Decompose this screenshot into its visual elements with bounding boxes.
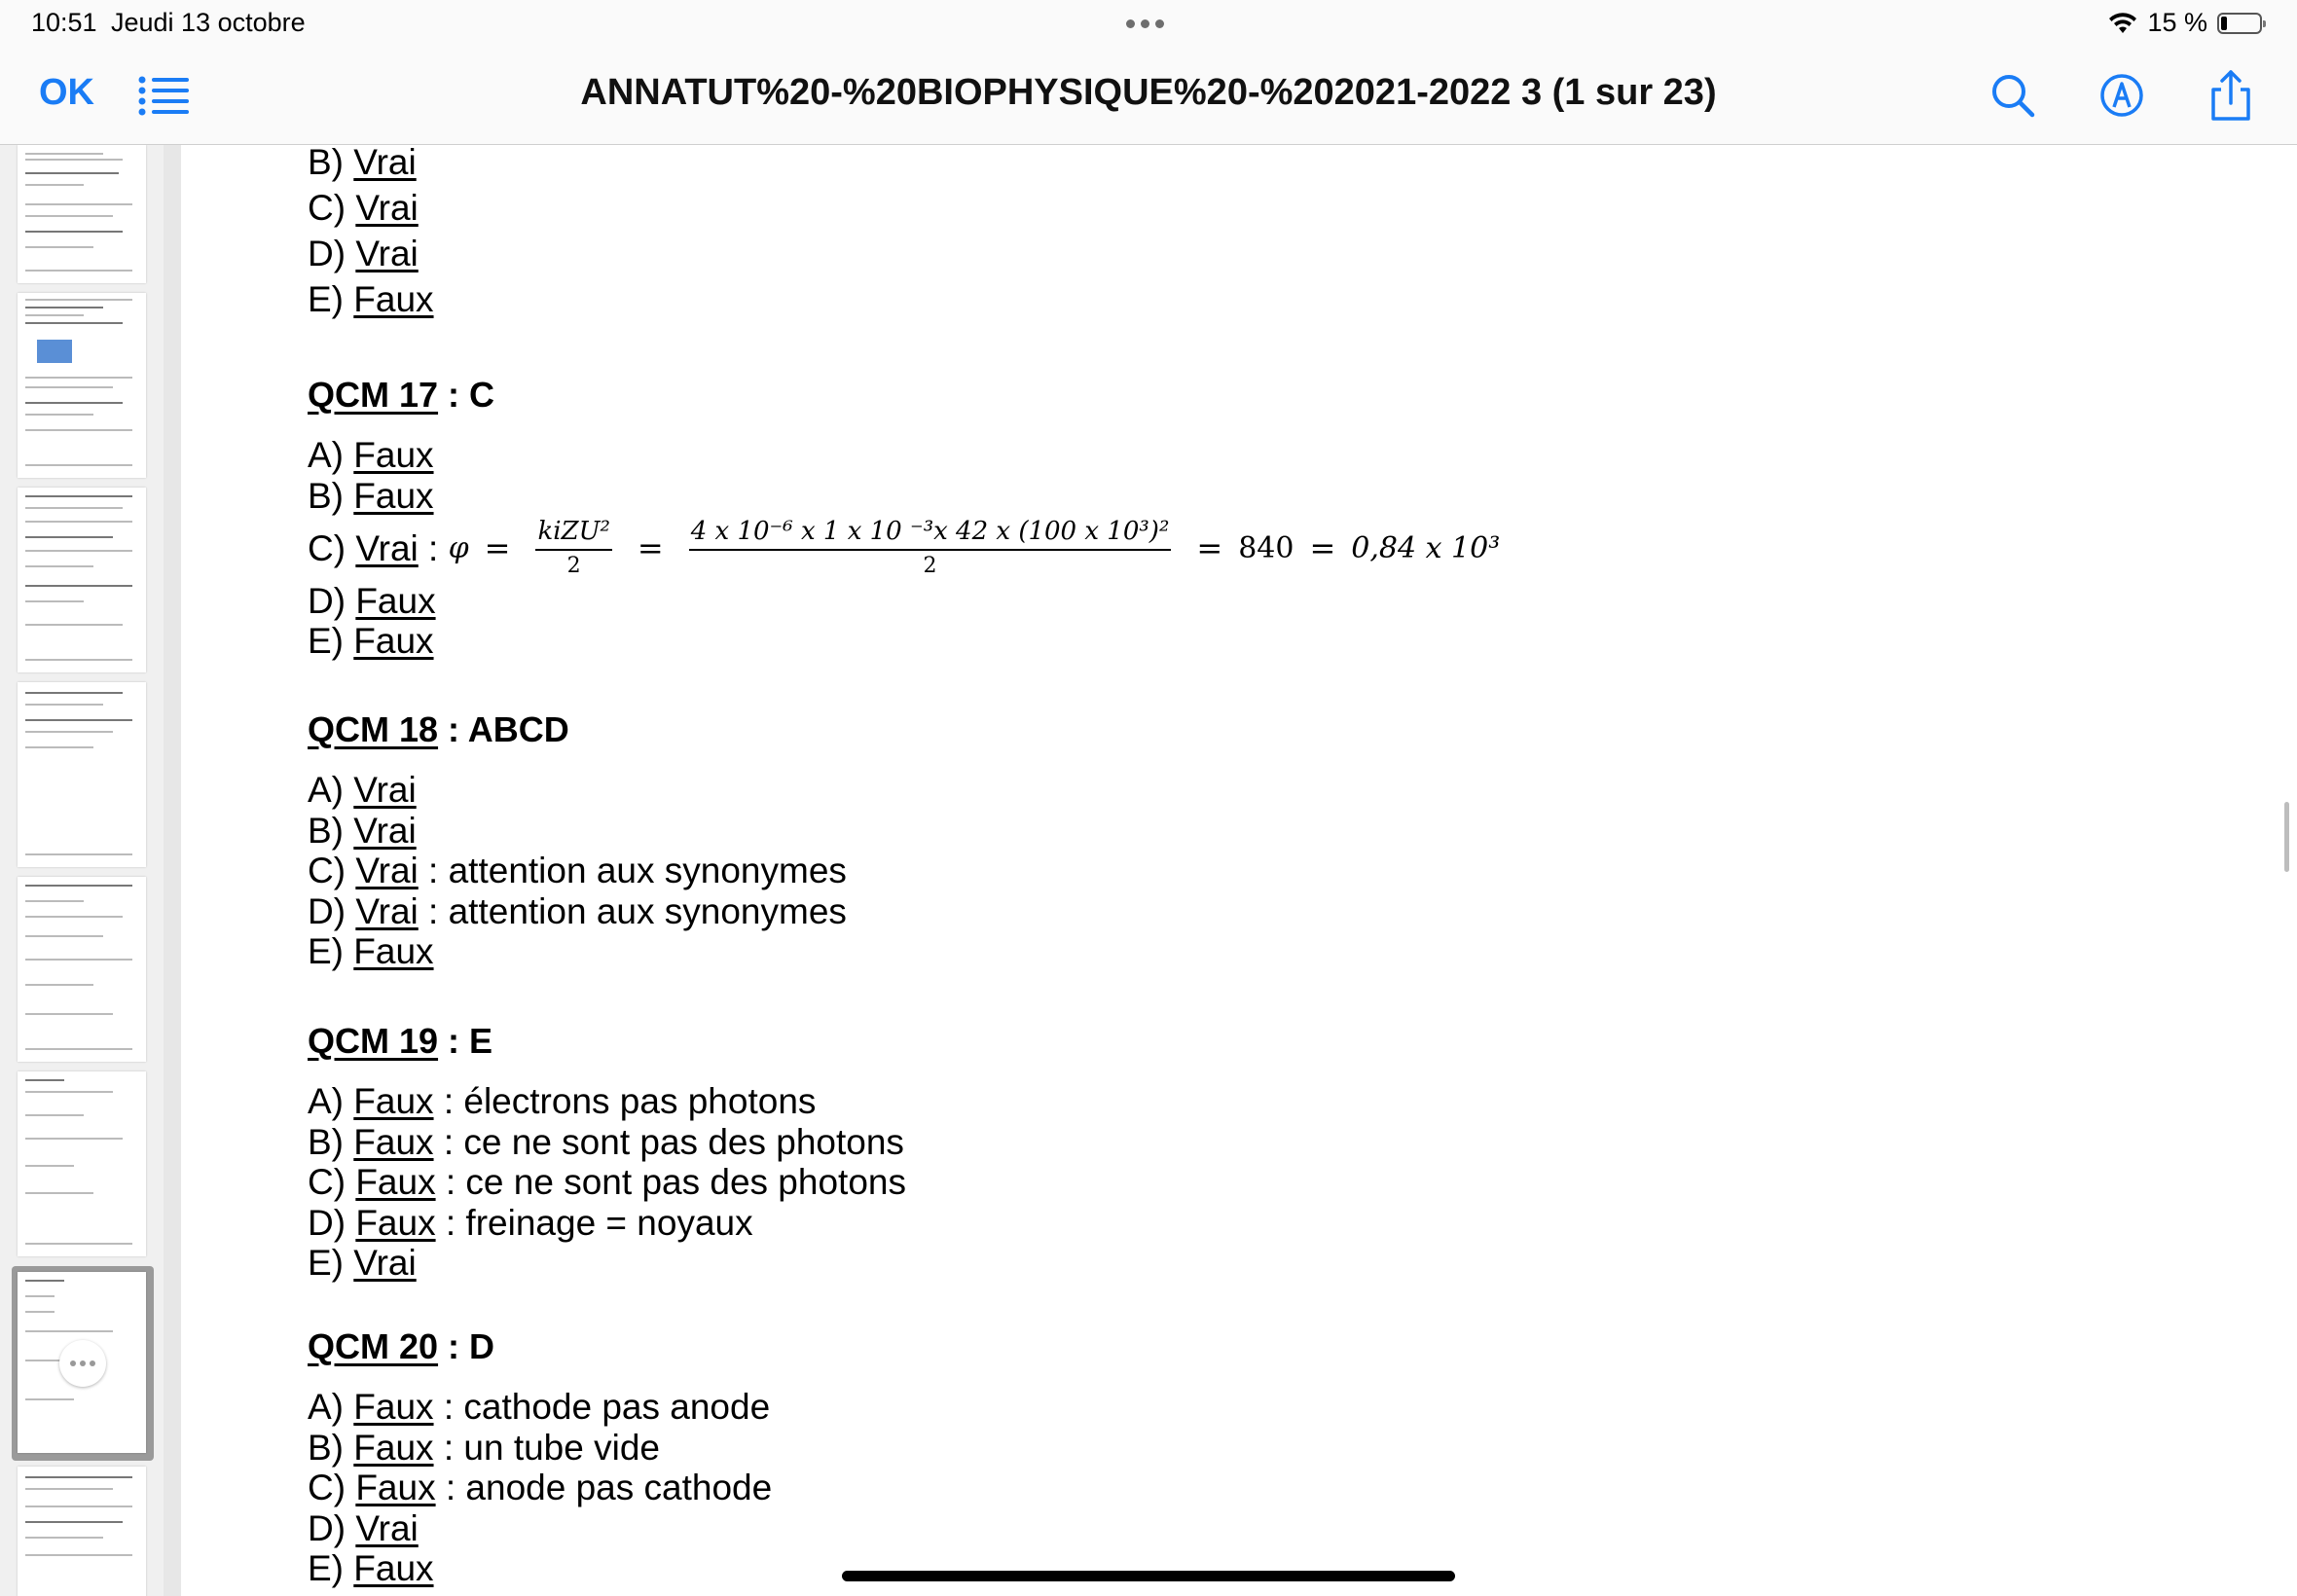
- qcm-18: [308, 709, 569, 750]
- wifi-icon: [2108, 12, 2137, 35]
- verdict: Faux: [353, 931, 434, 971]
- page-thumbnail[interactable]: [18, 145, 146, 283]
- multitasking-dots-icon[interactable]: [1126, 10, 1164, 28]
- qcm-20: [308, 1326, 494, 1367]
- thumbnail-sidebar[interactable]: [0, 145, 164, 1596]
- document-title: ANNATUT%20-%20BIOPHYSIQUE%20-%202021-2022 3 (1 sur 23): [580, 72, 1717, 113]
- verdict: Faux: [355, 581, 436, 621]
- verdict: Faux: [353, 621, 434, 661]
- verdict: Vrai: [355, 1507, 419, 1548]
- formula-line: C) Vrai : φ = $\frac{\text{kiZU²}}{2}$ = $\frac{\text{4 x 10⁻⁶ x 1 x 10 ⁻³x 42 x (100 x 10³)²}}{2}$ = 840 = 0,84 x 10³: [308, 517, 1500, 581]
- qcm-title: QCM 18 : ABCD: [308, 709, 569, 749]
- page-thumbnail[interactable]: [18, 1071, 146, 1256]
- qcm-19: [308, 1021, 492, 1062]
- status-indicators: [2108, 8, 2262, 38]
- page-gutter: [164, 145, 181, 1596]
- ok-button[interactable]: OK: [39, 72, 94, 113]
- home-indicator[interactable]: [842, 1571, 1455, 1581]
- page-thumbnail[interactable]: [18, 488, 146, 672]
- status-time: 10:51: [31, 8, 97, 37]
- verdict: Vrai: [353, 1243, 417, 1283]
- page-thumbnail[interactable]: [18, 877, 146, 1062]
- markup-icon[interactable]: [2095, 68, 2149, 123]
- formula: φ = $\frac{\text{kiZU²}}{2}$ = $\frac{\text{4 x 10⁻⁶ x 1 x 10 ⁻³x 42 x (100 x 10³)²}}{2}$ = 840 = 0,84 x 10³: [448, 517, 1501, 578]
- share-icon[interactable]: [2204, 68, 2258, 123]
- qcm-19-items: A) Faux : électrons pas photons B) Faux : ce ne sont pas des photons C) Faux : ce ne sont pas des photons D) Faux : freinage = noyaux E) Vrai: [308, 1081, 906, 1283]
- toolbar: [0, 47, 2297, 145]
- page-thumbnail[interactable]: [18, 1467, 146, 1596]
- verdict: Faux: [353, 1081, 434, 1121]
- qcm-title: QCM 19 : E: [308, 1021, 493, 1061]
- verdict: Vrai: [353, 145, 417, 182]
- verdict: Vrai: [355, 528, 419, 569]
- qcm-18-items: A) Vrai B) Vrai C) Vrai : attention aux synonymes D) Vrai : attention aux synonymes E) Faux: [308, 770, 847, 971]
- status-bar: [0, 0, 2297, 47]
- verdict: Faux: [353, 476, 434, 516]
- qcm-title: QCM 20 : D: [308, 1326, 495, 1366]
- verdict: Faux: [355, 1162, 436, 1202]
- qcm-title: QCM 17 : C: [308, 375, 495, 415]
- verdict: Vrai: [355, 234, 419, 273]
- status-date: Jeudi 13 octobre: [111, 8, 306, 37]
- previous-answers: B) Vrai C) Vrai D) Vrai E) Faux: [308, 145, 434, 325]
- search-icon[interactable]: [1986, 68, 2040, 123]
- verdict: Faux: [353, 1387, 434, 1427]
- battery-icon: [2217, 13, 2262, 34]
- verdict: Faux: [353, 1121, 434, 1162]
- qcm-17-items: A) Faux B) Faux C) Vrai : φ = $\frac{\text{kiZU²}}{2}$ = $\frac{\text{4 x 10⁻⁶ x 1 x 10 ⁻³x 42 x (100 x 10³)²}}{2}$ = 840 = 0,84 x 10³ D) Faux E) Faux: [308, 435, 1501, 661]
- qcm-17: [308, 375, 494, 416]
- more-options-icon[interactable]: [59, 1340, 106, 1387]
- verdict: Faux: [353, 279, 434, 319]
- page-thumbnail[interactable]: [18, 682, 146, 867]
- verdict: Faux: [355, 1202, 436, 1243]
- verdict: Vrai: [353, 770, 417, 810]
- verdict: Vrai: [355, 188, 419, 228]
- scroll-indicator[interactable]: [2284, 802, 2289, 872]
- page-thumbnail[interactable]: [18, 293, 146, 478]
- verdict: Faux: [353, 1548, 434, 1588]
- verdict: Vrai: [355, 851, 419, 890]
- pdf-page[interactable]: [181, 145, 2297, 1596]
- verdict: Vrai: [353, 810, 417, 851]
- verdict: Vrai: [355, 890, 419, 931]
- qcm-20-items: A) Faux : cathode pas anode B) Faux : un tube vide C) Faux : anode pas cathode D) Vrai E) Faux: [308, 1387, 773, 1588]
- verdict: Faux: [353, 1427, 434, 1468]
- battery-percent: 15 %: [2147, 8, 2207, 37]
- verdict: Faux: [353, 435, 434, 475]
- verdict: Faux: [355, 1468, 436, 1507]
